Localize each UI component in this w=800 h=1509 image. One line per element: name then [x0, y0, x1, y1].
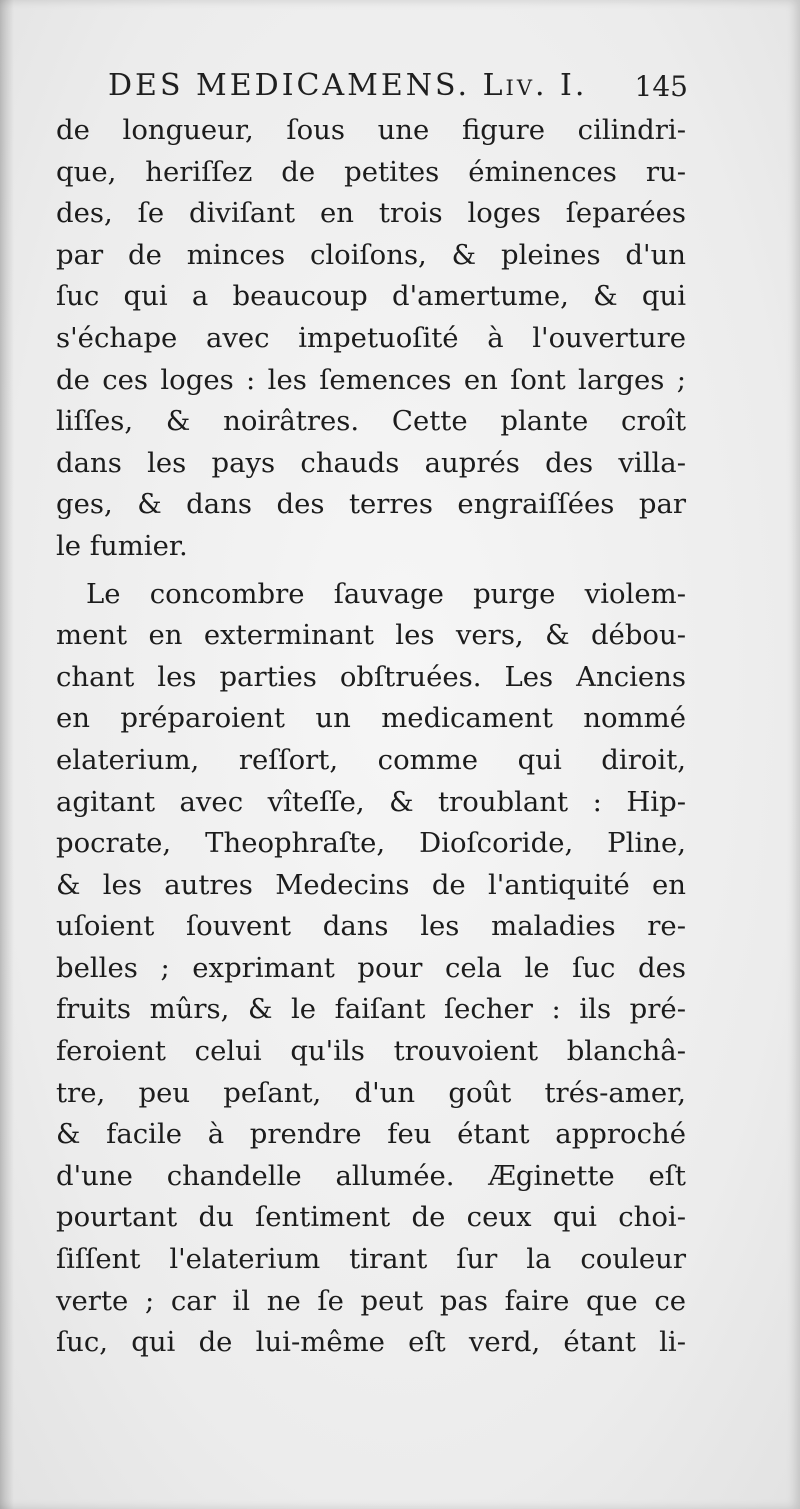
text-line: le fumier. — [56, 529, 188, 562]
text-line: Le concombre ſauvage purge violem- — [86, 577, 686, 610]
text-line: que, heriſſez de petites éminences ru- — [56, 155, 686, 188]
text-line: fruits mûrs, & le faiſant ſecher : ils pré- — [56, 993, 686, 1026]
text-line: pourtant du ſentiment de ceux qui choi- — [56, 1201, 686, 1234]
page-number: 145 — [634, 70, 688, 103]
text-line: s'échape avec impetuoſité à l'ouverture — [56, 321, 686, 354]
text-line: verte ; car il ne ſe peut pas faire que ce — [56, 1284, 686, 1317]
page-gutter-shadow — [0, 0, 14, 1509]
text-line: ſuc, qui de lui-même eſt verd, étant li- — [56, 1326, 686, 1359]
text-line: ſiſſent l'elaterium tirant ſur la couleur — [56, 1243, 686, 1276]
text-line: tre, peu peſant, d'un goût trés-amer, — [56, 1076, 686, 1109]
text-line: agitant avec vîteſſe, & troublant : Hip- — [56, 785, 686, 818]
text-line: & facile à prendre feu étant approché — [56, 1118, 686, 1151]
text-line: uſoient ſouvent dans les maladies re- — [56, 910, 686, 943]
page-header — [108, 68, 688, 112]
text-line: feroient celui qu'ils trouvoient blanchâ- — [56, 1035, 686, 1068]
running-title: DES MEDICAMENS. Liv. I. — [108, 68, 588, 103]
text-body — [56, 110, 686, 1364]
text-line: ſuc qui a beaucoup d'amertume, & qui — [56, 280, 686, 313]
text-line: dans les pays chauds auprés des villa- — [56, 446, 686, 479]
text-line: de ces loges : les ſemences en ſont larges ; — [56, 363, 686, 396]
paragraph-1 — [56, 110, 686, 568]
text-line: par de minces cloiſons, & pleines d'un — [56, 238, 686, 271]
text-line: des, ſe diviſant en trois loges ſeparées — [56, 197, 686, 230]
text-line: d'une chandelle allumée. Æginette eſt — [56, 1159, 686, 1192]
text-line: belles ; exprimant pour cela le ſuc des — [56, 951, 686, 984]
text-line: ges, & dans des terres engraiſſées par — [56, 488, 686, 521]
text-line: pocrate, Theophraſte, Dioſcoride, Pline, — [56, 827, 686, 860]
paragraph-2 — [56, 574, 686, 1364]
text-line: en préparoient un medicament nommé — [56, 702, 686, 735]
text-line: liſſes, & noirâtres. Cette plante croît — [56, 405, 686, 438]
text-line: chant les parties obſtruées. Les Anciens — [56, 660, 686, 693]
text-line: ment en exterminant les vers, & débou- — [56, 619, 686, 652]
text-line: elaterium, reſſort, comme qui diroit, — [56, 743, 686, 776]
text-line: & les autres Medecins de l'antiquité en — [56, 868, 686, 901]
text-line: de longueur, ſous une figure cilindri- — [56, 114, 686, 146]
